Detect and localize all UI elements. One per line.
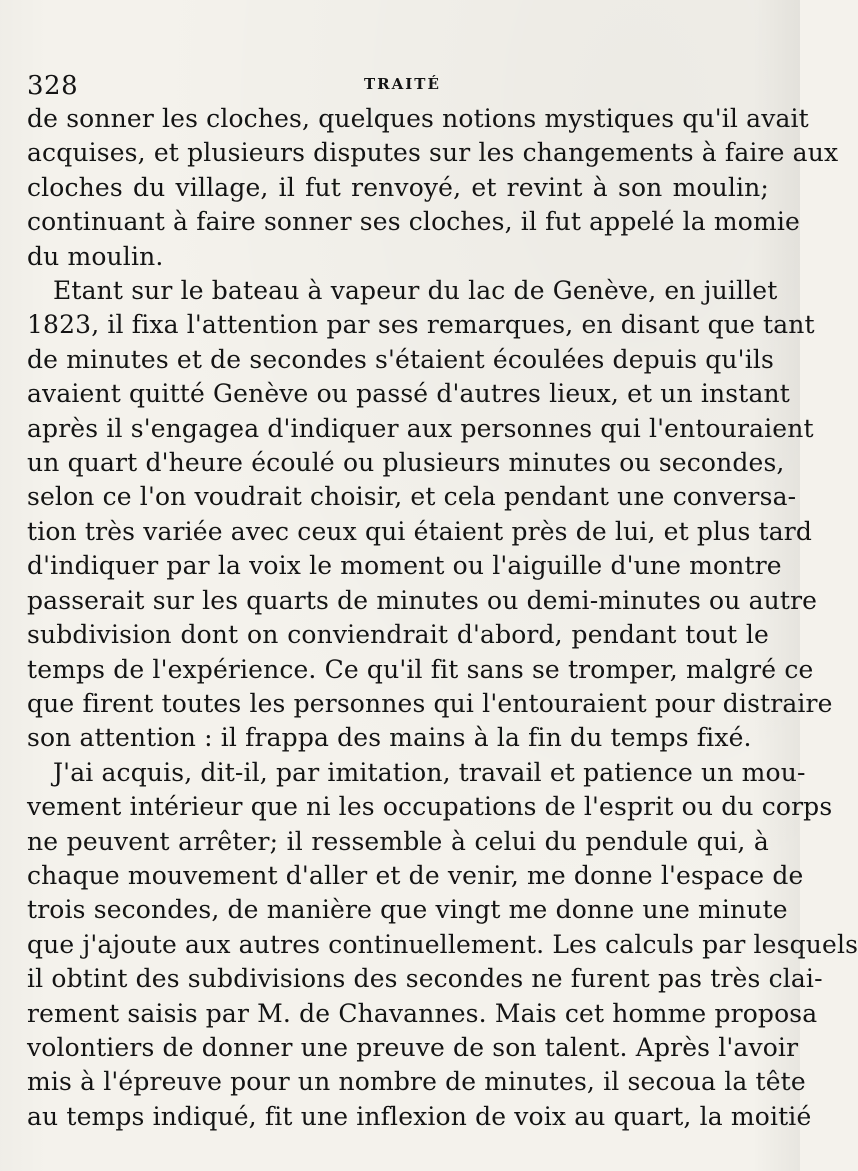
text-line: avaient quitté Genève ou passé d'autres lieux, et un instant — [27, 379, 790, 409]
page-number: 328 — [27, 71, 79, 101]
text-line: de sonner les cloches, quelques notions mystiques qu'il avait — [27, 104, 809, 133]
text-line: Etant sur le bateau à vapeur du lac de Genève, en juillet — [53, 276, 778, 306]
text-line: rement saisis par M. de Chavannes. Mais cet homme proposa — [27, 998, 818, 1028]
text-line: cloches du village, il fut renvoyé, et revint à son moulin; — [27, 172, 769, 202]
text-line: au temps indiqué, fit une inflexion de voix au quart, la moitié — [27, 1101, 812, 1131]
text-line: du moulin. — [27, 241, 164, 271]
text-line: trois secondes, de manière que vingt me donne une minute — [27, 895, 788, 925]
text-line: chaque mouvement d'aller et de venir, me donne l'espace de — [27, 860, 804, 890]
text-line: selon ce l'on voudrait choisir, et cela pendant une conversa- — [27, 482, 797, 512]
text-line: tion très variée avec ceux qui étaient près de lui, et plus tard — [27, 516, 813, 546]
text-line: il obtint des subdivisions des secondes ne furent pas très clai- — [27, 964, 823, 994]
text-line: que j'ajoute aux autres continuellement. Les calculs par lesquels — [27, 929, 858, 959]
text-line: 1823, il fixa l'attention par ses remarques, en disant que tant — [27, 310, 815, 340]
text-line: temps de l'expérience. Ce qu'il fit sans se tromper, malgré ce — [27, 654, 814, 684]
text-line: mis à l'épreuve pour un nombre de minutes, il secoua la tête — [27, 1067, 806, 1097]
text-line: son attention : il frappa des mains à la fin du temps fixé. — [27, 723, 752, 753]
text-line: vement intérieur que ni les occupations de l'esprit ou du corps — [27, 792, 833, 822]
text-line: continuant à faire sonner ses cloches, il fut appelé la momie — [27, 207, 800, 237]
text-line: subdivision dont on conviendrait d'abord, pendant tout le — [27, 620, 769, 650]
text-line: après il s'engagea d'indiquer aux personnes qui l'entouraient — [27, 413, 814, 443]
text-line: passerait sur les quarts de minutes ou demi-minutes ou autre — [27, 585, 818, 615]
text-line: ne peuvent arrêter; il ressemble à celui du pendule qui, à — [27, 826, 769, 856]
text-line: acquises, et plusieurs disputes sur les changements à faire aux — [27, 138, 839, 168]
page-header — [27, 68, 767, 104]
body-text — [27, 102, 858, 1134]
text-line: un quart d'heure écoulé ou plusieurs minutes ou secondes, — [27, 448, 785, 478]
text-line: volontiers de donner une preuve de son talent. Après l'avoir — [27, 1032, 799, 1062]
running-title: TRAITÉ — [364, 75, 441, 93]
text-line: que firent toutes les personnes qui l'entouraient pour distraire — [27, 688, 833, 718]
text-line: d'indiquer par la voix le moment ou l'aiguille d'une montre — [27, 551, 782, 581]
text-line: de minutes et de secondes s'étaient écoulées depuis qu'ils — [27, 344, 774, 374]
text-line: J'ai acquis, dit-il, par imitation, travail et patience un mou- — [53, 757, 806, 787]
